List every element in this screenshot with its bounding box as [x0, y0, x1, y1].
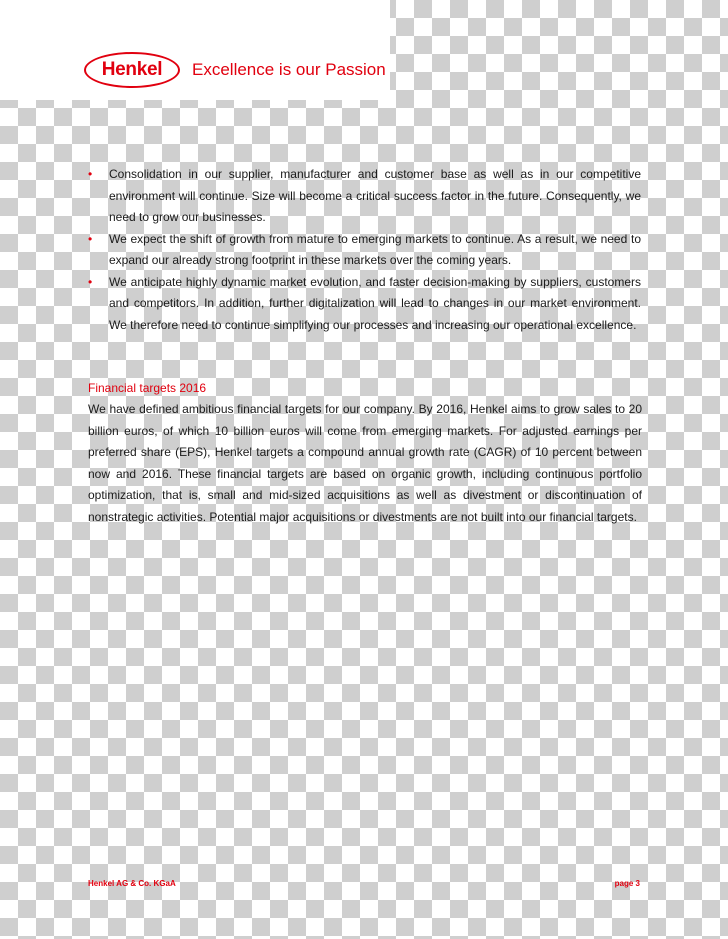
- footer-page-number: page 3: [614, 879, 640, 888]
- bullet-text: Consolidation in our supplier, manufacturer and customer base as well as in our competitive environment will continue. Size will become a critical success factor in the future. Consequently, we need to grow our businesses.: [109, 167, 641, 224]
- page-header: [0, 0, 390, 100]
- footer-company: Henkel AG & Co. KGaA: [88, 879, 176, 888]
- bullet-icon: •: [88, 274, 93, 289]
- list-item: [88, 272, 641, 337]
- bullet-list: [88, 164, 641, 336]
- bullet-icon: •: [88, 231, 93, 246]
- tagline: Excellence is our Passion: [192, 60, 386, 79]
- henkel-logo: [84, 52, 180, 88]
- bullet-text: We anticipate highly dynamic market evolution, and faster decision-making by suppliers, customers and competitors. In addition, further digitalization will lead to changes in our market environment. We therefore need to continue simplifying our processes and increasing our operational excellence.: [109, 274, 641, 332]
- section-title: Financial targets 2016: [88, 381, 207, 395]
- logo-text: Henkel: [101, 59, 163, 80]
- list-item: [88, 164, 641, 229]
- bullet-text: We expect the shift of growth from mature to emerging markets to continue. As a result, we need to expand our already strong footprint in these markets over the coming years.: [109, 231, 641, 267]
- section-paragraph: We have defined ambitious financial targets for our company. By 2016, Henkel aims to grow sales to 20 billion euros, of which 10 billion euros will come from emerging markets. For adjusted earnings per preferred share (EPS), Henkel targets a compound annual growth rate (CAGR) of 10 percent between now and 2016. These financial targets are based on organic growth, including continuous portfolio optimization, that is, small and mid-sized acquisitions as well as divestment or discontinuation of nonstrategic activities. Potential major acquisitions or divestments are not built into our financial targets.: [88, 402, 642, 524]
- list-item: [88, 229, 641, 272]
- bullet-icon: •: [88, 167, 93, 181]
